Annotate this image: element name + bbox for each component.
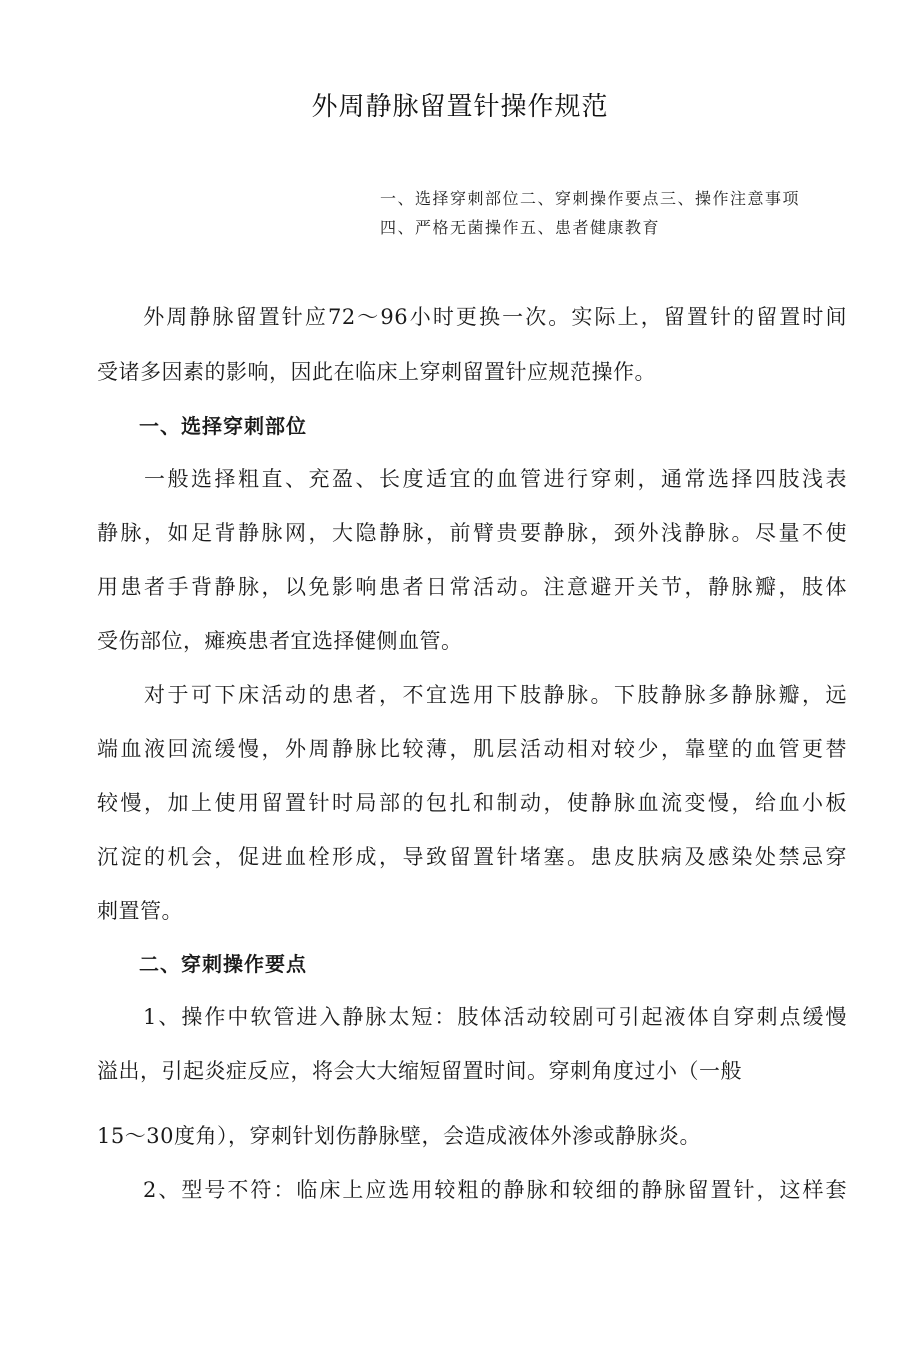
paragraph-line: 沉淀的机会，促进血栓形成，导致留置针堵塞。患皮肤病及感染处禁忌穿 xyxy=(97,845,847,869)
section-heading: 一、选择穿刺部位 xyxy=(97,414,307,438)
paragraph-line: 受诸多因素的影响，因此在临床上穿刺留置针应规范操作。 xyxy=(97,360,656,384)
paragraph-line: 较慢，加上使用留置针时局部的包扎和制动，使静脉血流变慢，给血小板 xyxy=(97,791,847,815)
paragraph-line: 用患者手背静脉，以免影响患者日常活动。注意避开关节，静脉瓣，肢体 xyxy=(97,575,847,599)
paragraph-line: 刺置管。 xyxy=(97,899,183,923)
paragraph-line: 溢出，引起炎症反应，将会大大缩短留置时间。穿刺角度过小（一般 xyxy=(97,1059,742,1083)
paragraph-line: 2、型号不符：临床上应选用较粗的静脉和较细的静脉留置针，这样套 xyxy=(97,1178,847,1202)
paragraph-line: 受伤部位，瘫痪患者宜选择健侧血管。 xyxy=(97,629,463,653)
paragraph-line: 静脉，如足背静脉网，大隐静脉，前臂贵要静脉，颈外浅静脉。尽量不使 xyxy=(97,521,847,545)
paragraph-line: 端血液回流缓慢，外周静脉比较薄，肌层活动相对较少，靠壁的血管更替 xyxy=(97,737,847,761)
paragraph-line: 对于可下床活动的患者，不宜选用下肢静脉。下肢静脉多静脉瓣，远 xyxy=(97,683,847,707)
paragraph-line: 15～30度角），穿刺针划伤静脉壁，会造成液体外渗或静脉炎。 xyxy=(97,1124,701,1148)
paragraph-line: 1、操作中软管进入静脉太短：肢体活动较剧可引起液体自穿刺点缓慢 xyxy=(97,1005,847,1029)
table-of-contents xyxy=(380,184,850,242)
toc-line: 一、选择穿刺部位二、穿刺操作要点三、操作注意事项 xyxy=(380,189,801,208)
paragraph-line: 外周静脉留置针应72～96小时更换一次。实际上，留置针的留置时间 xyxy=(97,305,847,329)
section-heading: 二、穿刺操作要点 xyxy=(97,952,307,976)
page-title: 外周静脉留置针操作规范 xyxy=(311,92,609,122)
toc-line: 四、严格无菌操作五、患者健康教育 xyxy=(380,218,661,237)
paragraph-line: 一般选择粗直、充盈、长度适宜的血管进行穿刺，通常选择四肢浅表 xyxy=(97,467,847,491)
